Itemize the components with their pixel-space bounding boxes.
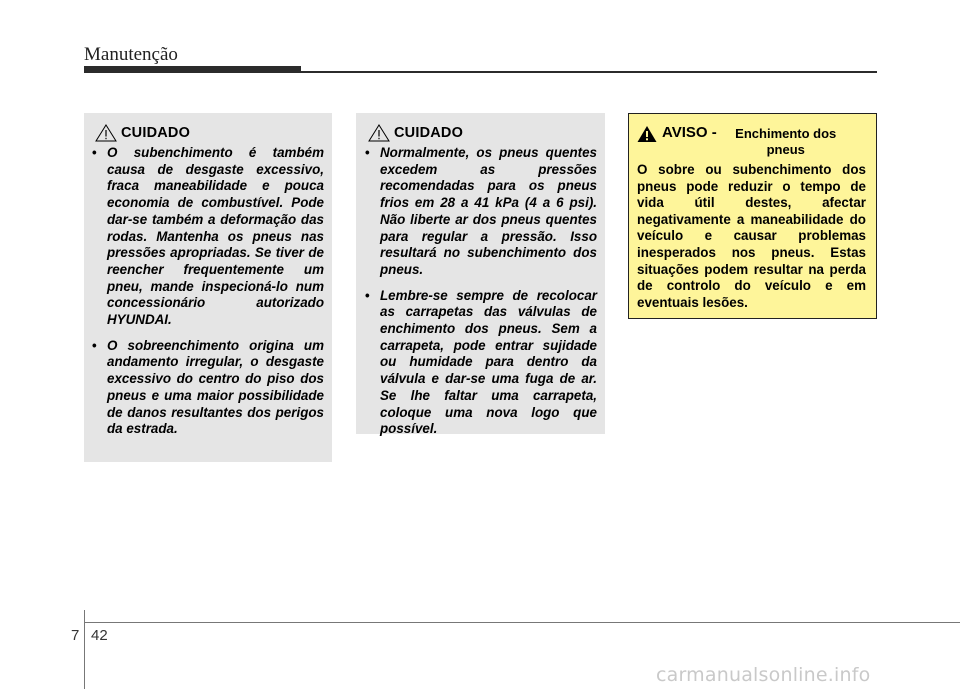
list-item-text: Lembre-se sempre de recolocar as carrapetas das válvulas de enchimento dos pneus. Sem a carrapeta, pode entrar sujidade ou humidade para dentro da válvula e dar-se uma fuga de ar. Se lhe faltar uma carrapeta, coloque uma nova logo que possível. <box>380 287 597 437</box>
caution-title: CUIDADO <box>394 125 464 141</box>
page-number: 42 <box>91 627 108 644</box>
warning-box <box>628 113 877 319</box>
caution-list <box>91 145 324 438</box>
header-rule-thick <box>84 66 301 73</box>
caution-heading <box>91 123 324 143</box>
warning-triangle-icon <box>368 124 390 142</box>
page-header-title: Manutenção <box>84 44 178 65</box>
bullet: • <box>92 337 97 353</box>
bullet: • <box>365 145 370 160</box>
bullet: • <box>92 145 97 160</box>
chapter-number: 7 <box>71 627 80 644</box>
caution-box-left <box>84 113 332 462</box>
warning-triangle-icon <box>95 124 117 142</box>
list-item <box>91 145 324 329</box>
warning-subtitle: Enchimento dos pneus <box>735 126 837 157</box>
caution-heading <box>364 123 597 143</box>
warning-heading <box>637 124 866 158</box>
list-item-text: Normalmente, os pneus quentes excedem as pressões recomendadas para os pneus frios em 28 a 41 kPa (4 a 6 psi). Não liberte ar dos pneus quentes para regular a pressão. Isso resultará no subenchimento dos pneus. <box>380 145 597 277</box>
list-item <box>91 338 324 438</box>
caution-title: CUIDADO <box>121 125 191 141</box>
warning-body: O sobre ou subenchimento dos pneus pode reduzir o tempo de vida útil destes, afectar negativamente a maneabilidade do veículo e causar problemas inesperados nos pneus. Estas situações podem resultar na perda de controlo do veículo e em eventuais lesões. <box>637 162 866 310</box>
bullet: • <box>365 287 370 303</box>
caution-list <box>364 145 597 438</box>
list-item-text: O sobreenchimento origina um andamento irregular, o desgaste excessivo do centro do piso dos pneus e uma maior possibilidade de danos resultantes dos perigos da estrada. <box>107 337 324 437</box>
caution-box-middle <box>356 113 605 437</box>
footer-horizontal-rule <box>84 622 960 623</box>
list-item <box>364 145 597 279</box>
list-item-text: O subenchimento é também causa de desgaste excessivo, fraca maneabilidade e pouca economia de combustível. Pode dar-se também a deformação das rodas. Mantenha os pneus nas pressões apropriadas. Se tiver de reencher frequentemente um pneu, mande inspecioná-lo num concessionário autorizado HYUNDAI. <box>107 145 324 328</box>
warning-triangle-solid-icon <box>637 125 657 143</box>
header-rule-thin <box>301 71 877 73</box>
warning-label: AVISO - <box>662 124 717 141</box>
watermark-text: carmanualsonline.info <box>656 664 871 686</box>
list-item <box>364 288 597 438</box>
